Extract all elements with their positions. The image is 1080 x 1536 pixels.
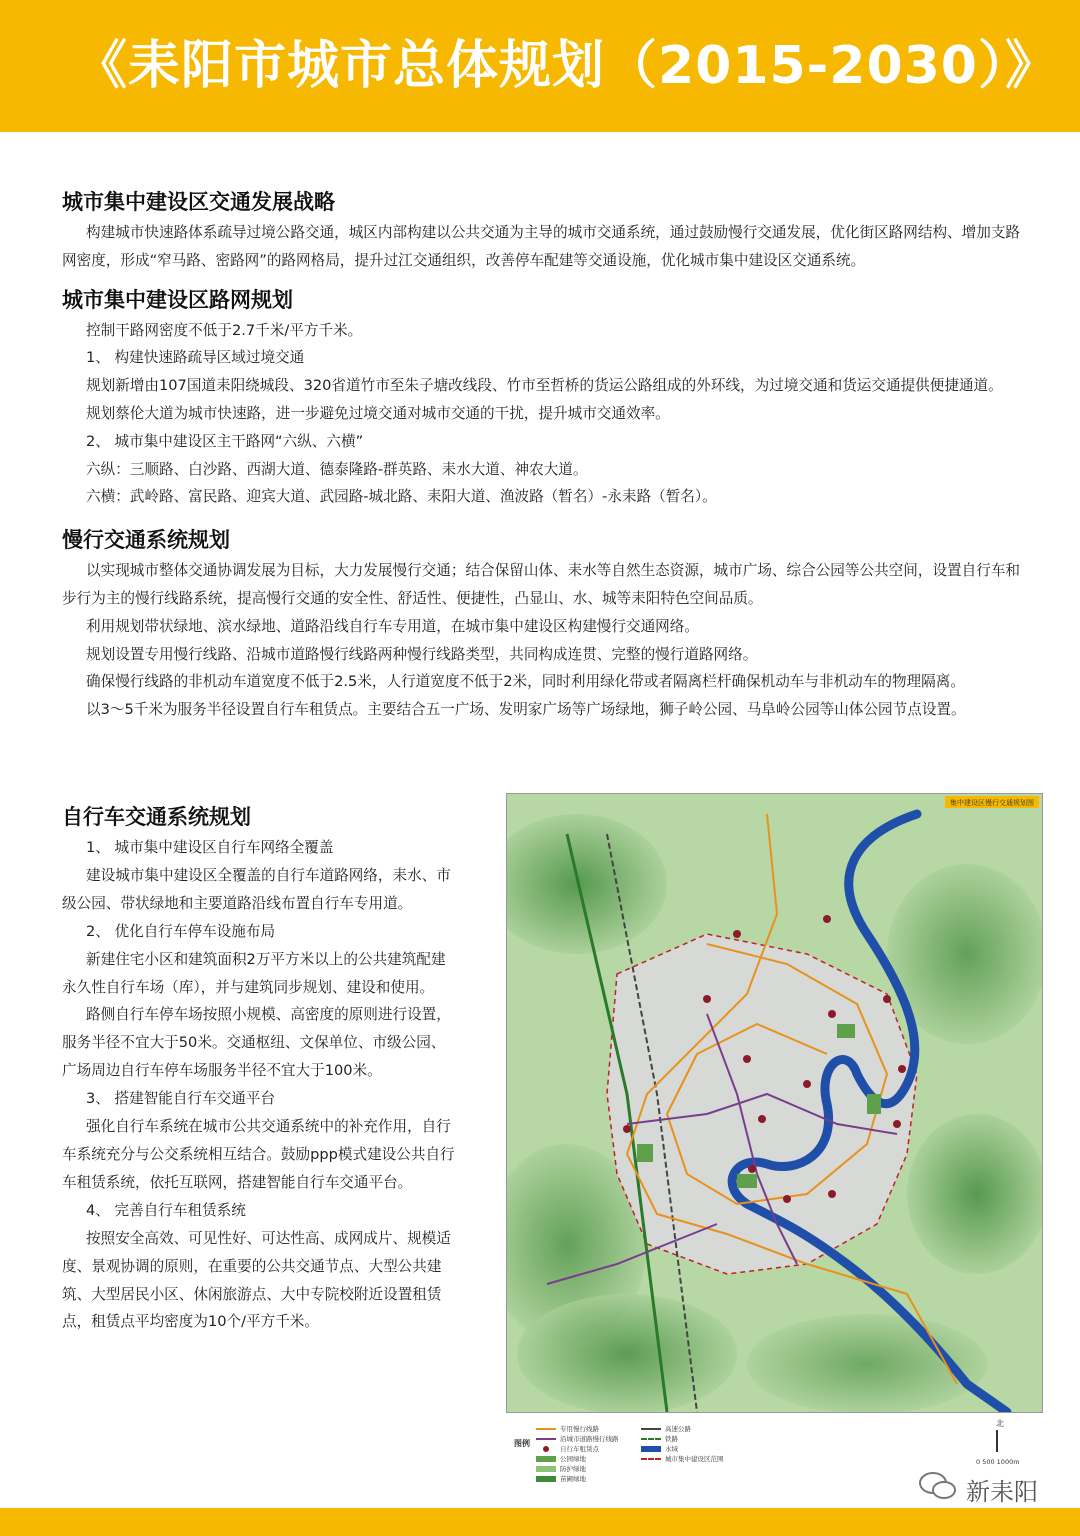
paragraph: 规划新增由107国道耒阳绕城段、320省道竹市至朱子塘改线段、竹市至哲桥的货运公路组成的外环线，为过境交通和货运交通提供便捷通道。 bbox=[86, 377, 1003, 395]
rental-point bbox=[828, 1190, 836, 1198]
rental-point bbox=[893, 1120, 901, 1128]
rental-point bbox=[803, 1080, 811, 1088]
legend-item-park: 公园绿地 bbox=[536, 1454, 586, 1463]
legend-item-railway: 铁路 bbox=[641, 1434, 678, 1443]
paragraph: 六纵：三顺路、白沙路、西湖大道、德泰隆路-群英路、耒水大道、神农大道。 bbox=[86, 460, 588, 478]
paragraph: 新建住宅小区和建筑面积2万平方米以上的公共建筑配建永久性自行车场（库），并与建筑同步规划、建设和使用。 bbox=[62, 950, 446, 996]
rental-point bbox=[823, 915, 831, 923]
footer-bar bbox=[0, 1508, 1080, 1536]
paragraph: 按照安全高效、可见性好、可达性高、成网成片、规模适度、景观协调的原则，在重要的公共交通节点、大型公共建筑、大型居民小区、休闲旅游点、大中专院校附近设置租赁点，租赁点平均密度为10个/平方千米。 bbox=[62, 1229, 451, 1331]
page-title: 《耒阳市城市总体规划（2015-2030）》 bbox=[74, 36, 1058, 96]
rental-point bbox=[623, 1125, 631, 1133]
legend-item-purple-route: 沿城市道路慢行线路 bbox=[536, 1434, 619, 1443]
scale-bar: 0 500 1000m bbox=[976, 1458, 1020, 1466]
rental-point bbox=[898, 1065, 906, 1073]
legend-item-water: 水域 bbox=[641, 1444, 678, 1453]
paragraph: 以实现城市整体交通协调发展为目标，大力发展慢行交通；结合保留山体、耒水等自然生态资源，城市广场、综合公园等公共空间，设置自行车和步行为主的慢行线路系统，提高慢行交通的安全性、舒适性、便捷性，凸显山、水、城等耒阳特色空间品质。 bbox=[62, 562, 1021, 607]
legend-item-protection-green: 防护绿地 bbox=[536, 1464, 586, 1473]
rental-point bbox=[883, 995, 891, 1003]
legend-item-highway: 高速公路 bbox=[641, 1424, 691, 1433]
rental-point bbox=[783, 1195, 791, 1203]
paragraph: 建设城市集中建设区全覆盖的自行车道路网络，耒水、市级公园、带状绿地和主要道路沿线布置自行车专用道。 bbox=[62, 866, 451, 912]
map-graphic bbox=[507, 794, 1042, 1412]
north-arrow-icon bbox=[996, 1430, 998, 1452]
paragraph: 强化自行车系统在城市公共交通系统中的补充作用，自行车系统充分与公交系统相互结合。鼓励ppp模式建设公共自行车租赁系统，依托互联网，搭建智能自行车交通平台。 bbox=[62, 1118, 455, 1191]
paragraph: 控制干路网密度不低于2.7千米/平方千米。 bbox=[86, 321, 363, 339]
section-title: 城市集中建设区交通发展战略 bbox=[62, 190, 335, 214]
section-title: 慢行交通系统规划 bbox=[62, 528, 230, 553]
paragraph: 4、 完善自行车租赁系统 bbox=[86, 1201, 246, 1219]
map-title: 集中建设区慢行交通规划图 bbox=[950, 799, 1034, 807]
rental-point bbox=[743, 1055, 751, 1063]
legend-item-nursery: 苗圃绿地 bbox=[536, 1474, 586, 1483]
paragraph: 2、 城市集中建设区主干路网“六纵、六横” bbox=[86, 432, 364, 450]
slow-traffic-map bbox=[506, 793, 1043, 1413]
paragraph: 利用规划带状绿地、滨水绿地、道路沿线自行车专用道，在城市集中建设区构建慢行交通网络。 bbox=[86, 617, 699, 635]
watermark-text: 新耒阳 bbox=[966, 1478, 1038, 1506]
park-area bbox=[837, 1024, 855, 1038]
north-arrow-label: 北 bbox=[996, 1419, 1004, 1428]
hill-area bbox=[907, 1114, 1042, 1274]
rental-point bbox=[828, 1010, 836, 1018]
rental-point bbox=[703, 995, 711, 1003]
paragraph: 构建城市快速路体系疏导过境公路交通，城区内部构建以公共交通为主导的城市交通系统，通过鼓励慢行交通发展，优化街区路网结构、增加支路网密度，形成“窄马路、密路网”的路网格局，提升过江交通组织，改善停车配建等交通设施，优化城市集中建设区交通系统。 bbox=[62, 224, 1021, 269]
paragraph: 3、 搭建智能自行车交通平台 bbox=[86, 1090, 276, 1108]
paragraph: 规划设置专用慢行线路、沿城市道路慢行线路两种慢行线路类型，共同构成连贯、完整的慢行道路网络。 bbox=[86, 645, 758, 663]
legend-item-boundary: 城市集中建设区范围 bbox=[641, 1454, 724, 1463]
paragraph: 规划蔡伦大道为城市快速路，进一步避免过境交通对城市交通的干扰，提升城市交通效率。 bbox=[86, 404, 670, 422]
paragraph: 路侧自行车停车场按照小规模、高密度的原则进行设置，服务半径不宜大于50米。交通枢纽、文保单位、市级公园、广场周边自行车停车场服务半径不宜大于100米。 bbox=[62, 1006, 451, 1080]
paragraph: 确保慢行线路的非机动车道宽度不低于2.5米，人行道宽度不低于2米，同时利用绿化带或者隔离栏杆确保机动车与非机动车的物理隔离。 bbox=[86, 673, 965, 691]
bike-section bbox=[62, 800, 457, 1336]
legend-item-rental-point: 自行车租赁点 bbox=[536, 1444, 599, 1453]
paragraph: 2、 优化自行车停车设施布局 bbox=[86, 922, 276, 940]
section-title: 自行车交通系统规划 bbox=[62, 805, 251, 829]
paragraph: 1、 城市集中建设区自行车网络全覆盖 bbox=[86, 839, 334, 856]
park-area bbox=[637, 1144, 653, 1162]
hill-area bbox=[517, 1294, 737, 1412]
wechat-icon bbox=[918, 1470, 958, 1502]
main-content bbox=[62, 185, 1032, 724]
paragraph: 六横：武岭路、富民路、迎宾大道、武园路-城北路、耒阳大道、渔波路（暂名）-永耒路（暂名）。 bbox=[86, 488, 717, 506]
rental-point bbox=[758, 1115, 766, 1123]
paragraph: 1、 构建快速路疏导区域过境交通 bbox=[86, 349, 305, 367]
section-title: 城市集中建设区路网规划 bbox=[62, 287, 293, 312]
legend-item-orange-route: 专用慢行线路 bbox=[536, 1424, 599, 1433]
park-area bbox=[867, 1094, 881, 1114]
rental-point bbox=[748, 1165, 756, 1173]
rental-point bbox=[733, 930, 741, 938]
watermark bbox=[918, 1470, 1048, 1506]
paragraph: 以3～5千米为服务半径设置自行车租赁点。主要结合五一广场、发明家广场等广场绿地，狮子岭公园、马阜岭公园等山体公园节点设置。 bbox=[86, 701, 966, 719]
legend-label: 图例 bbox=[514, 1439, 530, 1448]
park-area bbox=[737, 1174, 757, 1188]
header-banner bbox=[0, 0, 1080, 132]
